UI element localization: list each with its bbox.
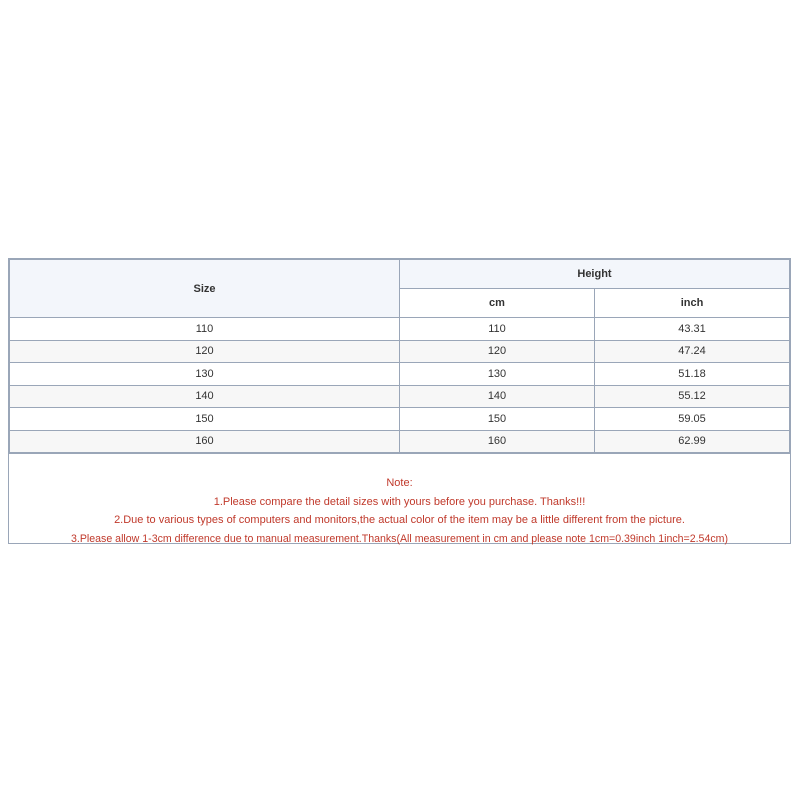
- notes-section: [9, 453, 790, 543]
- cm-header: cm: [400, 289, 595, 318]
- table-row: [10, 430, 790, 453]
- size-cell: 110: [10, 318, 400, 341]
- cm-cell: 120: [400, 340, 595, 363]
- table-row: [10, 340, 790, 363]
- inch-cell: 62.99: [595, 430, 790, 453]
- inch-cell: 51.18: [595, 363, 790, 386]
- size-cell: 140: [10, 385, 400, 408]
- cm-cell: 110: [400, 318, 595, 341]
- size-cell: 150: [10, 408, 400, 431]
- header-row: [10, 260, 790, 289]
- note-line-1: 1.Please compare the detail sizes with yours before you purchase. Thanks!!!: [213, 495, 586, 508]
- note-title: Note:: [386, 477, 413, 489]
- inch-cell: 43.31: [595, 318, 790, 341]
- size-table: [9, 259, 790, 453]
- table-row: [10, 408, 790, 431]
- size-cell: 160: [10, 430, 400, 453]
- note-line-3: 3.Please allow 1-3cm difference due to manual measurement.Thanks(All measurement in cm and please note 1cm=0.39inch 1inch=2.54cm): [71, 532, 728, 545]
- inch-cell: 59.05: [595, 408, 790, 431]
- cm-cell: 130: [400, 363, 595, 386]
- cm-cell: 140: [400, 385, 595, 408]
- table-row: [10, 318, 790, 341]
- size-cell: 120: [10, 340, 400, 363]
- cm-cell: 160: [400, 430, 595, 453]
- inch-header: inch: [595, 289, 790, 318]
- cm-cell: 150: [400, 408, 595, 431]
- size-header: Size: [10, 260, 400, 318]
- table-row: [10, 385, 790, 408]
- inch-cell: 47.24: [595, 340, 790, 363]
- table-row: [10, 363, 790, 386]
- height-header: Height: [400, 260, 790, 289]
- note-line-2: 2.Due to various types of computers and monitors,the actual color of the item may be a little different from the picture.: [114, 514, 685, 526]
- size-chart: [8, 258, 791, 544]
- size-cell: 130: [10, 363, 400, 386]
- inch-cell: 55.12: [595, 385, 790, 408]
